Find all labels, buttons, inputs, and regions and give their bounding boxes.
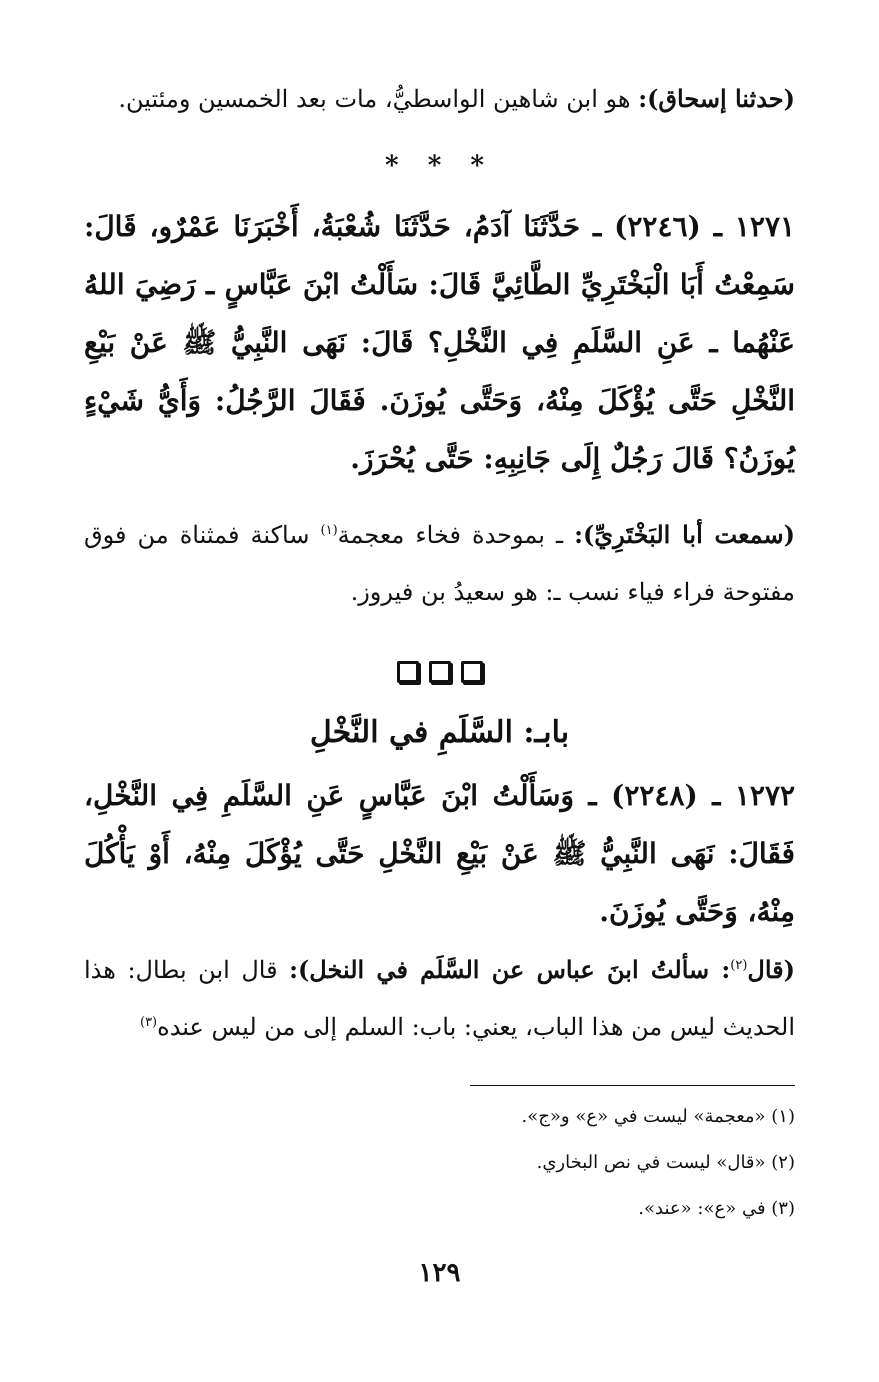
footnote-1: (١) «معجمة» ليست في «ع» و«ج». [521, 1106, 795, 1127]
footnote-3: (٣) في «ع»: «عند». [638, 1198, 795, 1219]
page-number: ١٢٩ [418, 1258, 461, 1288]
commentary-ishaq [84, 70, 795, 128]
commentary-lead: (سمعت أبا البَخْتَرِيِّ): [574, 520, 795, 549]
footnote-2: (٢) «قال» ليست في نص البخاري. [536, 1152, 795, 1173]
square-ornament-icon [461, 661, 483, 683]
commentary-lead: : سألتُ ابنَ عباس عن السَّلَم في النخل): [289, 955, 731, 984]
page-body [84, 70, 795, 1056]
square-ornament-icon [429, 661, 451, 683]
commentary-lead: (حدثنا إسحاق): [638, 84, 795, 113]
commentary-text: هو ابن شاهين الواسطيُّ، مات بعد الخمسين ومئتين. [118, 85, 639, 113]
footnote-ref-3[interactable]: (٣) [139, 1015, 158, 1030]
commentary-bakhtari [84, 506, 795, 621]
footnotes-section [470, 1085, 795, 1232]
section-separator [84, 661, 795, 683]
footnote-ref-2[interactable]: (٢) [730, 958, 748, 973]
square-ornament-icon [397, 661, 419, 683]
separator-stars: * * * [385, 151, 494, 181]
commentary-text: قال ابن بطال: هذا الحديث ليس من هذا الباب، يعني: باب: السلم إلى من ليس عنده [84, 956, 795, 1041]
hadith-1271: ١٢٧١ ـ (٢٢٤٦) ـ حَدَّثَنَا آدَمُ، حَدَّثَنَا شُعْبَةُ، أَخْبَرَنَا عَمْرٌو، قَالَ: سَمِعْتُ أَبَا الْبَخْتَرِيِّ الطَّائِيَّ قَالَ: سَأَلْتُ ابْنَ عَبَّاسٍ ـ رَضِيَ اللهُ عَنْهُما ـ عَنِ السَّلَمِ فِي النَّخْلِ؟ قَالَ: نَهَى النَّبِيُّ ﷺ عَنْ بَيْعِ النَّخْلِ حَتَّى يُؤْكَلَ مِنْهُ، وَحَتَّى يُوزَنَ. فَقَالَ الرَّجُلُ: وَأَيُّ شَيْءٍ يُوزَنُ؟ قَالَ رَجُلٌ إِلَى جَانِبِهِ: حَتَّى يُحْرَزَ. [84, 210, 796, 475]
commentary-ibn-battal [84, 941, 795, 1056]
commentary-text: ساكنة فمثناة من فوق مفتوحة فراء فياء نسب ـ: هو سعيدُ بن فيروز. [84, 521, 795, 606]
commentary-text: ـ بموحدة فخاء معجمة [337, 521, 575, 549]
footnote-ref-1[interactable]: (١) [320, 523, 338, 538]
commentary-lead: (قال [747, 955, 795, 984]
hadith-1272: ١٢٧٢ ـ (٢٢٤٨) ـ وَسَأَلْتُ ابْنَ عَبَّاسٍ عَنِ السَّلَمِ فِي النَّخْلِ، فَقَالَ: نَهَى النَّبِيُّ ﷺ عَنْ بَيْعِ النَّخْلِ حَتَّى يُؤْكَلَ مِنْهُ، أَوْ يَأْكُلَ مِنْهُ، وَحَتَّى يُوزَنَ. [84, 779, 796, 928]
chapter-title: بابـ: السَّلَمِ في النَّخْلِ [309, 715, 570, 750]
